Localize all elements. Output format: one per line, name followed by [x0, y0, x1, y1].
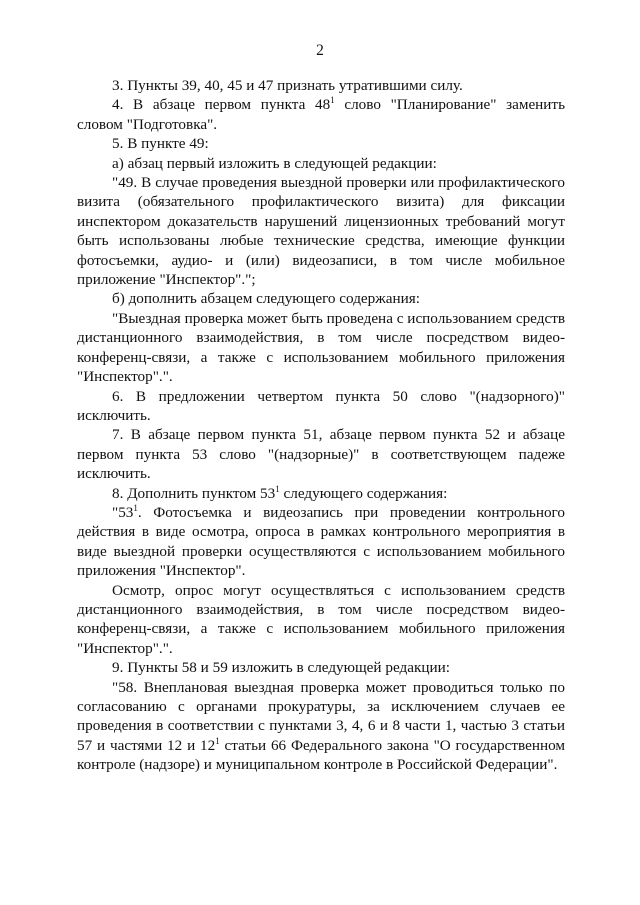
paragraph-text: слово "Планирование" заменить словом "Подготовка".: [77, 96, 565, 133]
superscript: 1: [330, 95, 335, 106]
paragraph-text: 8. Дополнить пунктом 53: [112, 484, 276, 502]
paragraph-text: 3. Пункты 39, 40, 45 и 47 признать утратившими силу.: [112, 77, 463, 94]
paragraph-text: . Фотосъемка и видеозапись при проведении контрольного действия в виде осмотра, опроса в рамках контрольного мероприятия в виде выездной проверки осуществляются с использованием мобильного приложения "Инспектор".: [77, 503, 565, 580]
paragraph-inspection-remote: [77, 581, 565, 659]
superscript: 1: [275, 483, 280, 494]
paragraph-text: б) дополнить абзацем следующего содержания:: [112, 290, 420, 308]
paragraph-item-7: [77, 425, 565, 483]
paragraph-text: статьи 66 Федерального закона "О государственном контроле (надзоре) и муниципальном контроле в Российской Федерации".: [77, 736, 565, 774]
paragraph-item-6: [77, 387, 565, 426]
paragraph-subitem-b: [77, 289, 565, 308]
paragraph-item-3: [77, 76, 565, 95]
superscript: 1: [133, 502, 138, 513]
paragraph-text: Осмотр, опрос могут осуществляться с использованием средств дистанционного взаимодействия, в том числе посредством видео-конференц-связи, а также с использованием мобильного приложения "Инспектор".".: [77, 581, 565, 657]
paragraph-text: а) абзац первый изложить в следующей редакции:: [112, 154, 437, 172]
paragraph-quote-49: [77, 173, 565, 289]
paragraph-item-8: [77, 484, 565, 503]
paragraph-text: 4. В абзаце первом пункта 48: [112, 96, 331, 114]
paragraph-quote-53-1: [77, 503, 565, 581]
paragraph-text: 7. В абзаце первом пункта 51, абзаце первом пункта 52 и абзаце первом пункта 53 слово "(надзорные)" в соответствующем падеже исключить.: [77, 426, 565, 483]
paragraph-quote-inspection: [77, 309, 565, 387]
paragraph-subitem-a: [77, 154, 565, 173]
page-number: 2: [316, 42, 324, 59]
paragraph-item-4: [77, 95, 565, 134]
paragraph-text: 5. В пункте 49:: [112, 135, 209, 153]
paragraph-text: "58. Внеплановая выездная проверка может проводиться только по согласованию с органами прокуратуры, за исключением случаев ее проведения в соответствии с пунктами 3, 4, 6 и 8 части 1, частью 3 статьи 57 и частями 12 и 12: [77, 678, 565, 754]
paragraph-item-9: [77, 658, 565, 677]
paragraph-text: 6. В предложении четвертом пункта 50 слово "(надзорного)" исключить.: [77, 387, 565, 424]
paragraph-text: "53: [112, 503, 134, 521]
paragraph-text: "49. В случае проведения выездной проверки или профилактического визита (обязательного профилактического визита) для фиксации инспектором доказательств нарушений лицензионных требований могут быть использованы любые технические средства, имеющие функции фотосъемки, аудио- и (или) видеозаписи, в том числе мобильное приложение "Инспектор".";: [77, 174, 565, 289]
superscript: 1: [215, 735, 220, 746]
paragraph-text: следующего содержания:: [279, 484, 448, 502]
paragraph-item-5: [77, 134, 565, 153]
paragraph-text: "Выездная проверка может быть проведена с использованием средств дистанционного взаимодействия, в том числе посредством видео-конференц-связи, а также с использованием мобильного приложения "Инспектор".".: [77, 309, 565, 386]
paragraph-quote-58: [77, 678, 565, 775]
document-body: [77, 76, 565, 775]
paragraph-text: 9. Пункты 58 и 59 изложить в следующей редакции:: [112, 659, 450, 677]
